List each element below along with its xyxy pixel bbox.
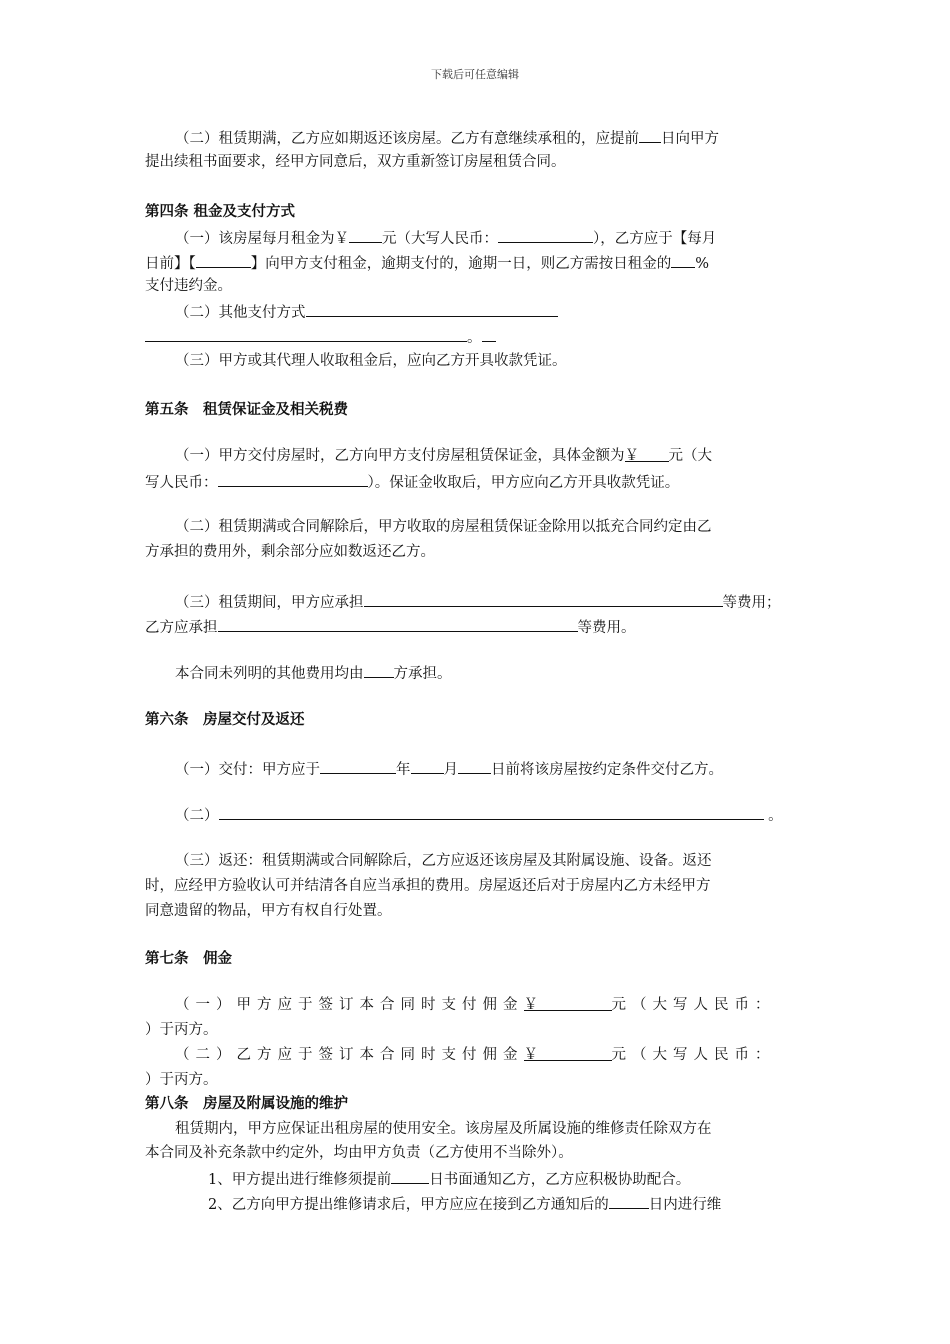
art8-item2: 2、乙方向甲方提出维修请求后，甲方应应在接到乙方通知后的 日内进行维 bbox=[208, 1193, 721, 1215]
art5-p4: 本合同未列明的其他费用均由 方承担。 bbox=[175, 662, 452, 684]
art8-p1-line2: 本合同及补充条款中约定外，均由甲方负责（乙方使用不当除外）。 bbox=[145, 1145, 573, 1161]
art4-title: 第四条 租金及支付方式 bbox=[145, 203, 296, 220]
art5-p1-line2: 写人民币： ）。保证金收取后，甲方应向乙方开具收款凭证。 bbox=[145, 471, 679, 493]
art7-p1-line2: ）于丙方。 bbox=[145, 1022, 218, 1038]
art6-title: 第六条 房屋交付及返还 bbox=[145, 711, 305, 728]
art5-p1-line1: （一）甲方交付房屋时，乙方向甲方支付房屋租赁保证金，具体金额为￥ 元（大 bbox=[175, 448, 712, 464]
art7-p2-line1: （二）乙方应于签订本合同时支付佣金￥ 元（大写人民币： bbox=[175, 1047, 776, 1063]
art6-p1: （一）交付：甲方应于 年 月 日前将该房屋按约定条件交付乙方。 bbox=[175, 758, 723, 780]
art3-p2-line1: （二）租赁期满，乙方应如期返还该房屋。乙方有意继续承租的，应提前 日向甲方 bbox=[175, 127, 719, 149]
art3-p2-line2: 提出续租书面要求，经甲方同意后，双方重新签订房屋租赁合同。 bbox=[145, 154, 566, 170]
art6-p3-line1: （三）返还：租赁期满或合同解除后，乙方应返还该房屋及其附属设施、设备。返还 bbox=[175, 853, 712, 869]
art5-p3-line1: （三）租赁期间，甲方应承担 等费用； bbox=[175, 591, 781, 613]
art5-p3-line2: 乙方应承担 等费用。 bbox=[145, 616, 636, 638]
art4-p1-line3: 支付违约金。 bbox=[145, 278, 232, 294]
art6-p2: （二） 。 bbox=[175, 804, 783, 826]
art6-p3-line2: 时，应经甲方验收认可并结清各自应当承担的费用。房屋返还后对于房屋内乙方未经甲方 bbox=[145, 878, 711, 894]
art4-p2-cont: 。 bbox=[145, 326, 496, 348]
art7-p2-line2: ）于丙方。 bbox=[145, 1072, 218, 1088]
art4-p1-line1: （一）该房屋每月租金为￥ 元（大写人民币： ），乙方应于【每月 bbox=[175, 227, 716, 249]
art5-title: 第五条 租赁保证金及相关税费 bbox=[145, 401, 348, 418]
art4-p1-line2: 日前】【 】向甲方支付租金，逾期支付的，逾期一日，则乙方需按日租金的 % bbox=[145, 252, 709, 274]
art8-title: 第八条 房屋及附属设施的维护 bbox=[145, 1095, 348, 1112]
art7-p1-line1: （一）甲方应于签订本合同时支付佣金￥ 元（大写人民币： bbox=[175, 997, 776, 1013]
art5-p2-line1: （二）租赁期满或合同解除后，甲方收取的房屋租赁保证金除用以抵充合同约定由乙 bbox=[175, 519, 712, 535]
art4-p2: （二）其他支付方式 bbox=[175, 301, 558, 323]
art8-p1-line1: 租赁期内，甲方应保证出租房屋的使用安全。该房屋及所属设施的维修责任除双方在 bbox=[175, 1121, 712, 1137]
art8-item1: 1、甲方提出进行维修须提前 日书面通知乙方，乙方应积极协助配合。 bbox=[208, 1168, 690, 1190]
art6-p3-line3: 同意遗留的物品，甲方有权自行处置。 bbox=[145, 903, 392, 919]
page-header: 下载后可任意编辑 bbox=[431, 68, 519, 81]
art5-p2-line2: 方承担的费用外，剩余部分应如数返还乙方。 bbox=[145, 544, 435, 560]
art4-p3: （三）甲方或其代理人收取租金后，应向乙方开具收款凭证。 bbox=[175, 353, 567, 369]
art7-title: 第七条 佣金 bbox=[145, 950, 232, 967]
